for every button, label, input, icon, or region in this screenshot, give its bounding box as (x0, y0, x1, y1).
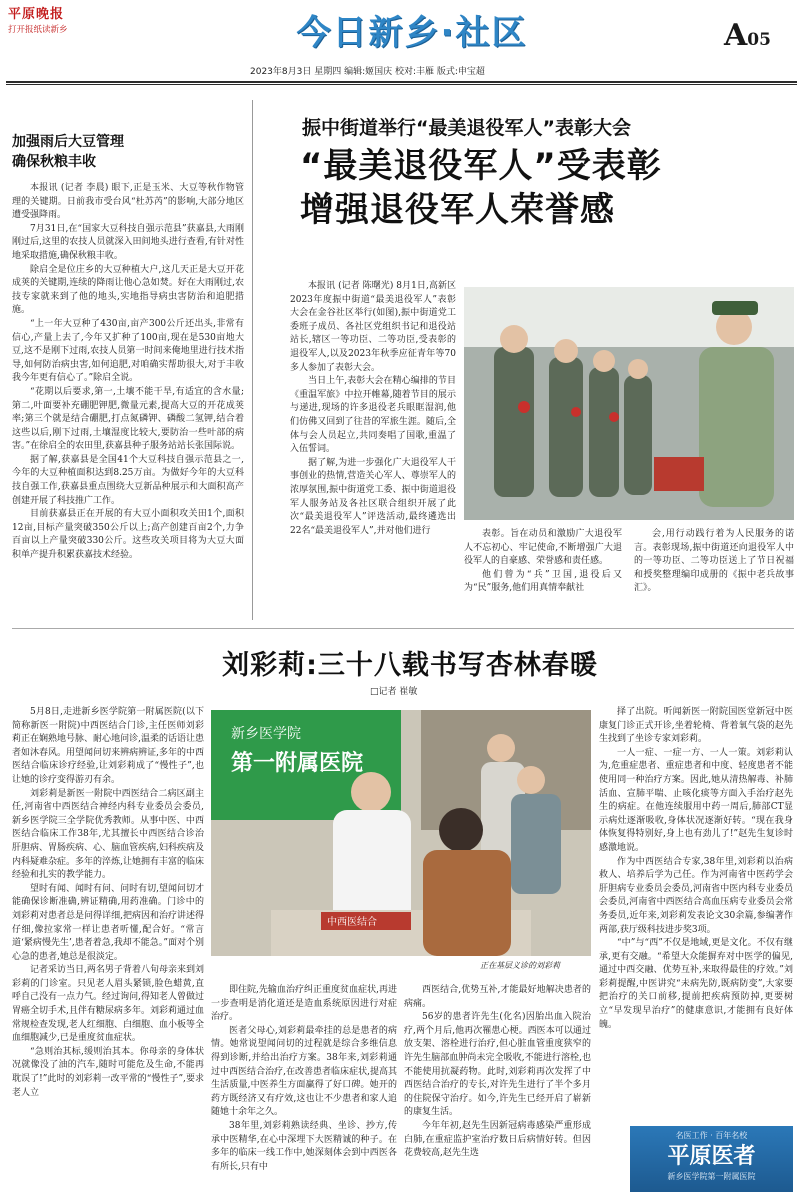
article1-headline-line1: 加强雨后大豆管理 (12, 134, 124, 150)
article1-paragraph: “花期以后要求,第一,土壤不能干旱,有适宜的含水量;第二,叶面要补充硼肥钾肥,微量元素,提高大豆的开花成荚率;第三个就是结合硼肥,打点氮磷钾、磷酸二氢钾,结合着这些以后,刚下过雨,土壤湿度比较大,要防治一些叶部的病害。”在徐启全的农田里,获嘉县种子服务站站长张国际说。 (12, 386, 244, 452)
article3-col4 (599, 706, 793, 1120)
header-rule (6, 81, 797, 83)
article3-byline: □记者 崔敏 (370, 687, 418, 697)
page-letter: A (724, 18, 748, 53)
article3-col1 (12, 706, 204, 1192)
article2-paragraph: 本报讯 (记者 陈曙光) 8月1日,高新区2023年度振中街道“最美退役军人”表彰大会在金谷社区举行(如图),振中街道党工委班子成员、各社区党组织书记和退役站站长,辖区一等功臣、二等功臣,受表彰的退役军人,以及2023年秋季应征青年等70多人参加了表彰大会。 (290, 281, 456, 373)
article1-paragraph: 除启全是位庄乡的大豆种植大户,这几天正是大豆开花成荚的关键期,连续的降雨让他心急如焚。好在大雨刚过,农技专家就来到了他的地头,实地指导病虫害防治和追肥措施。 (12, 264, 244, 316)
dateline: 2023年8月3日 星期四 编辑:姬国庆 校对:丰雁 版式:申宝超 (250, 67, 485, 77)
article3-paragraph: 择了出院。听闻新医一附院国医堂新冠中医康复门诊正式开诊,坐着轮椅、背着氧气袋的赵先生找到了坐诊专家刘彩莉。 (599, 707, 793, 745)
article2-paragraph: 表彰。旨在动员和激励广大退役军人不忘初心、牢记使命,不断增强广大退役军人的自豪感、荣誉感和责任感。 (464, 529, 622, 567)
column-ad-banner (630, 1126, 793, 1192)
column-divider (252, 100, 253, 620)
article2-paragraph: 他们曾为“兵”卫国,退役后又为“民”服务,他们用真情奉献社 (464, 569, 622, 594)
ad-title: 平原医者 (667, 1143, 756, 1169)
hospital-sign-top: 新乡医学院 (231, 726, 301, 742)
article3-paragraph: “中”与“西”不仅是地域,更是文化。不仅有继承,更有交融。“希望大众能摒弃对中医学的偏见,通过中西交融、优势互补,来取得最佳的疗效。”刘彩莉提醒,中医讲究“未病先防,既病防变”,大家要把治疗的关口前移,提前把疾病预防掉,更要树立“早发现早治疗”的健康意识,才能拥有良好体魄。 (599, 938, 793, 1030)
photo-caption: 正在基层义诊的刘彩莉 (480, 961, 560, 970)
article2-paragraph: 会,用行动践行着为人民服务的诺言。表彰现场,振中街道还向退役军人中的一等功臣、二等功臣送上了节日祝福和授奖整理编印成册的《振中老兵故事汇》。 (634, 529, 794, 594)
logo-title: 平原晚报 (8, 7, 65, 22)
article2-col2 (464, 528, 622, 620)
article2-paragraph: 据了解,为进一步强化广大退役军人干事创业的热情,营造关心军人、尊崇军人的浓厚氛围,振中街道党工委、振中街道退役军人服务站及各社区联合组织开展了此次“最美退役军人”评选活动,最终遴选出22名“最美退役军人”,并对他们进行 (290, 457, 456, 536)
article1-paragraph: 7月31日,在“国家大豆科技自强示范县”获嘉县,大雨刚刚过后,这里的农技人员就深入田间地头进行查看,有针对性地采取措施,确保秋粮丰收。 (12, 223, 244, 261)
article3-paragraph: “急则治其标,缓则治其本。你母亲的身体状况就像没了油的汽车,随时可能危及生命,不能再耽误了!”此时的刘彩莉一改平常的“慢性子”,要求老人立 (12, 1046, 204, 1098)
article3-paragraph: 刘彩莉是新医一附院中西医结合二病区副主任,河南省中西医结合神经内科专业委员会委员,新乡医学院三全学院优秀教师。从事中医、中西医结合临床工作38年,尤其擅长中西医结合诊治肝胆病、胃肠疾病、心、脑血管疾病,妇科疾病及内科疑难杂症。多年的淬炼,让她拥有丰富的临床经验和扎实的教学能力。 (12, 788, 204, 881)
article1-headline-line2: 确保秋粮丰收 (12, 154, 96, 170)
veterans-salute-photo (464, 287, 794, 520)
clinic-photo (211, 710, 591, 956)
table-sign: 中西医结合 (327, 917, 377, 928)
article1-body (12, 182, 244, 620)
article1-paragraph: 目前获嘉县正在开展的有大豆小面积攻关田1个,面积12亩,目标产量突破350公斤以上;高产创建百亩2个,力争百亩以上产量突破330公斤。这些攻关项目将为大豆大面积单产提升积累获嘉技术经验。 (12, 509, 244, 561)
newspaper-logo (8, 6, 100, 46)
article3-headline: 刘彩莉:三十八载书写杏林春暖 (222, 650, 598, 681)
hospital-sign-main: 第一附属医院 (231, 750, 364, 776)
article1-headline (12, 132, 182, 172)
section-divider (12, 628, 794, 629)
article3-paragraph: 一人一症、一症一方、一人一策。刘彩莉认为,危重症患者、重症患者和中度、轻度患者不能使用同一种治疗方案。因此,她从清热解毒、补肺活血、宣肺平喘、止咳化痰等方面入手治疗赵先生的病症。在他连续服用中药一周后,肺部CT显示病灶逐渐吸收,身体状况逐渐好转。“现在我身体恢复得特别好,身上也有劲儿了!”赵先生复诊时感激地说。 (599, 747, 793, 853)
article3-paragraph: 医者父母心,刘彩莉最牵挂的总是患者的病情。她常说望闻问切的过程就是综合多维信息得到诊断,并给出治疗方案。38年来,刘彩莉通过中西医结合治疗,在改善患者临床症状,提高其生活质量,中医养生方面赢得了好口碑。她开的药方既经济又有疗效,这也让不少患者和家人追随她十余年之久。 (211, 1025, 397, 1118)
article3-col2 (211, 984, 397, 1192)
ad-top-line: 名医工作 · 百年名校 (675, 1131, 748, 1140)
article2-headline-line1: “最美退役军人”受表彰 (300, 146, 662, 186)
logo-slogan: 打开报纸读新乡 (8, 25, 68, 35)
article2-subheadline: 振中街道举行“最美退役军人”表彰大会 (302, 117, 631, 139)
article3-paragraph: 西医结合,优势互补,才能最好地解决患者的病痛。 (404, 985, 591, 1009)
article2-col3 (634, 528, 794, 620)
section-masthead: 今日新乡·社区 (296, 13, 528, 53)
page-number (724, 18, 794, 58)
article1-paragraph: 据了解,获嘉县是全国41个大豆科技自强示范县之一,今年的大豆种植面积达到8.25万亩。为做好今年的大豆科技自强工作,获嘉县重点围绕大豆新品种展示和大面积高产创建开展了科技推广工作。 (12, 454, 244, 506)
article2-headline (300, 144, 770, 232)
veterans-photo-illustration (464, 287, 794, 520)
article3-paragraph: 今年年初,赵先生因新冠病毒感染严重形成白肺,在重症监护室治疗数日后病情好转。但因花费较高,赵先生选 (404, 1120, 591, 1159)
header-rule-thin (6, 84, 797, 85)
article3-paragraph: 56岁的患者许先生(化名)因胎出血入院治疗,两个月后,他再次罹患心梗。西医本可以通过放支架、溶栓进行治疗,但心脏血管重度狭窄的许先生脑部血肿尚未完全吸收,不能进行溶栓,也不能使用抗凝药物。此时,刘彩莉再次发挥了中西医结合治疗的专长,对许先生进行了半个多月的住院保守治疗。如今,许先生已经开启了崭新的康复生活。 (404, 1012, 591, 1118)
article3-paragraph: 38年里,刘彩莉熟读经典、坐诊、抄方,传承中医精华,在心中深埋下大医精诚的种子。在多年的临床一线工作中,她深刻体会到中西医各有所长,只有中 (211, 1120, 397, 1172)
article3-paragraph: 望时有闻、闻时有问、问时有切,望闻问切才能确保诊断准确,辨证精确,用药准确。门诊中的刘彩莉对患者总是问得详细,把病因和治疗讲述得仔细,像拉家常一样让患者听懂,配合好。“常言道‘紧病慢先生’,患者着急,我却不能急。”面对个别心急的患者,她总是很淡定。 (12, 883, 204, 962)
article3-col3 (404, 984, 591, 1192)
article3-paragraph: 5月8日,走进新乡医学院第一附属医院(以下简称新医一附院)中西医结合门诊,主任医师刘彩莉正在娴熟地号脉、耐心地问诊,温柔的话语让患者如沐春风。用望闻问切来辨病辨证,多年的中西医结合临床诊疗经验,让刘彩莉成了“慢性子”,也让她的诊疗变得游刃有余。 (12, 707, 204, 785)
clinic-photo-illustration (211, 710, 591, 956)
ad-bottom-line: 新乡医学院第一附属医院 (667, 1172, 756, 1181)
article2-headline-line2: 增强退役军人荣誉感 (300, 190, 615, 230)
article3-paragraph: 即住院,先输血治疗纠正重度贫血症状,再进一步查明是消化道还是造血系统原因进行对症治疗。 (211, 985, 397, 1023)
article1-paragraph: “上一年大豆种了430亩,亩产300公斤还出头,非常有信心,产量上去了,今年又扩种了100亩,现在是530亩地大豆,这不是刚下过雨,农技人员第一时间来俺地里进行技术指导,如何防治病虫害,如何追肥,对咱确实帮助很大,对于丰收我今年更有信心了。”除启全说。 (12, 318, 244, 384)
article3-paragraph: 作为中西医结合专家,38年里,刘彩莉以治病救人、培养后学为己任。作为河南省中医药学会肝胆病专业委员会委员,河南省中医内科专业委员会委员,河南省中西医结合高血压病专业委员会常务委员,近年来,刘彩莉发表论文30余篇,参编著作两部,获厅级科技进步奖3项。 (599, 856, 793, 935)
article2-col1 (290, 280, 456, 620)
article2-paragraph: 当日上午,表彰大会在精心编排的节目《重温军旅》中拉开帷幕,随着节目的展示与递进,现场的许多退役老兵眼眶湿润,他们仿佛又回到了往昔的军旅生涯。随后,全体与会人员起立,共同奏唱了国歌,重温了入伍誓词。 (290, 376, 456, 455)
article3-paragraph: 记者采访当日,两名男子背着八旬母亲来到刘彩莉的门诊室。只见老人眉头紧锁,脸色蜡黄,直呼自己没有一点力气。经过询问,得知老人曾做过胃癌全切手术,且伴有糖尿病多年。刘彩莉通过血常规检查发现,老人红细胞、白细胞、血小板等全血细胞减少,已是重度贫血症状。 (12, 965, 204, 1044)
article1-paragraph: 本报讯 (记者 李晨) 眼下,正是玉米、大豆等秋作物管理的关键期。日前我市受台风“杜苏芮”的影响,大部分地区遭受强降雨。 (12, 183, 244, 221)
page-digits: 05 (747, 30, 771, 50)
